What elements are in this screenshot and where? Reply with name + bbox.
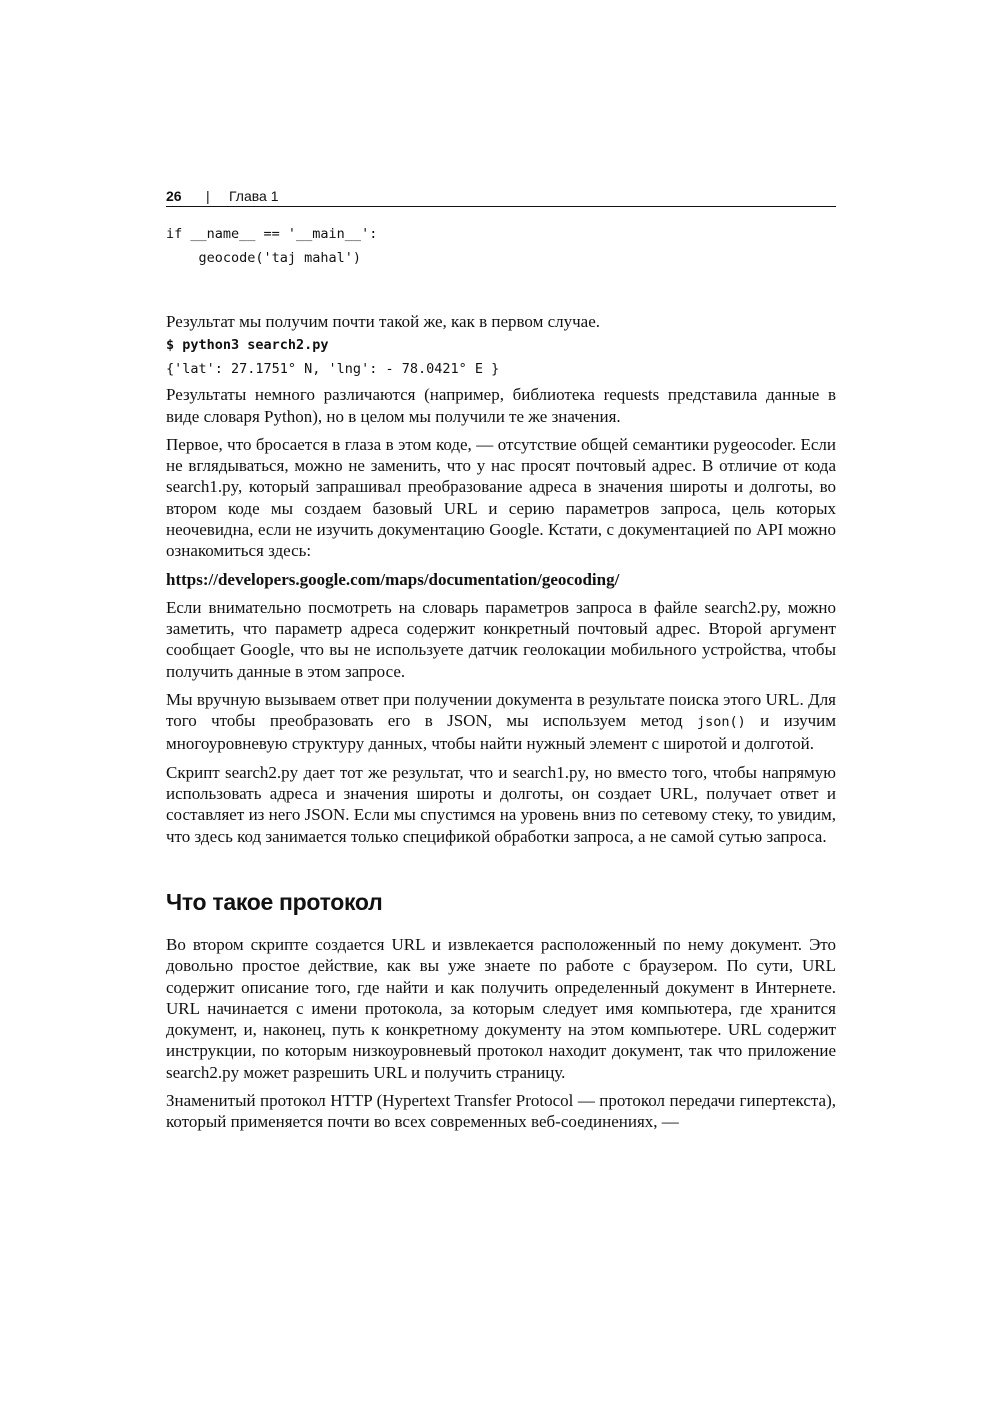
paragraph: Во втором скрипте создается URL и извлекается расположенный по нему документ. Это довольно простое действие, как вы уже знаете по работе с браузером. По сути, URL содержит описание того, где найти и как получить определенный документ в Интернете. URL начинается с имени протокола, за которым следует имя компьютера, где хранится документ, и, наконец, путь к конкретному документу на этом компьютере. URL содержит инструкции, по которым низкоуровневый протокол находит документ, так что приложение search2.py может разрешить URL и получить страницу.: [166, 934, 836, 1082]
command-output: {'lat': 27.1751° N, 'lng': - 78.0421° E }: [166, 361, 500, 378]
paragraph: Результаты немного различаются (например, библиотека requests представила данные в виде словаря Python), но в целом мы получили те же значения.: [166, 385, 836, 426]
header-separator: |: [206, 188, 210, 204]
paragraph: [166, 689, 836, 755]
paragraph: Скрипт search2.py дает тот же результат, что и search1.py, но вместо того, чтобы напрямую использовать адреса и значения широты и долготы, он создает URL, получает ответ и составляет из него JSON. Если мы спустимся на уровень вниз по сетевому стеку, то увидим, что здесь код занимается только спецификой обработки запроса, а не самой сутью запроса.: [166, 762, 836, 846]
paragraph: Знаменитый протокол HTTP (Hypertext Transfer Protocol — протокол передачи гипертекста), который применяется почти во всех современных веб-соединениях, —: [166, 1091, 836, 1132]
chapter-title: Глава 1: [229, 188, 279, 204]
page-number: 26: [166, 188, 182, 204]
paragraph-result-intro: Результат мы получим почти такой же, как в первом случае.: [166, 312, 601, 331]
documentation-url: https://developers.google.com/maps/documentation/geocoding/: [166, 569, 620, 589]
paragraph: Первое, что бросается в глаза в этом коде, — отсутствие общей семантики pygeocoder. Если не вглядываться, можно не заменить, что у нас просят почтовый адрес. В отличие от кода search1.py, который запрашивал преобразование адреса в значения широты и долготы, во втором коде мы создаем базовый URL и серию параметров запроса, цель которых неочевидна, если не изучить документацию Google. Кстати, с документацией по API можно ознакомиться здесь:: [166, 434, 836, 561]
book-page: [166, 186, 836, 1133]
code-block-main: [166, 222, 836, 270]
command-line: $ python3 search2.py: [166, 337, 329, 354]
paragraph-text: Мы вручную вызываем ответ при получении документа в результате поиска этого URL. Для того чтобы преобразовать его в JSON, мы используем метод: [166, 689, 836, 731]
inline-code: json(): [697, 714, 746, 731]
section-heading: Что такое протокол: [166, 888, 383, 915]
code-line: if __name__ == '__main__':: [166, 226, 378, 242]
paragraph: Если внимательно посмотреть на словарь параметров запроса в файле search2.py, можно заметить, что параметр адреса содержит конкретный почтовый адрес. Второй аргумент сообщает Google, что вы не используете датчик геолокации мобильного устройства, чтобы получить данные в этом запросе.: [166, 597, 836, 681]
code-line: geocode('taj mahal'): [166, 250, 362, 266]
paragraph-text: и изучим многоуровневую структуру данных, чтобы найти нужный элемент с широтой и долготой.: [166, 711, 836, 754]
running-header: [166, 186, 836, 207]
